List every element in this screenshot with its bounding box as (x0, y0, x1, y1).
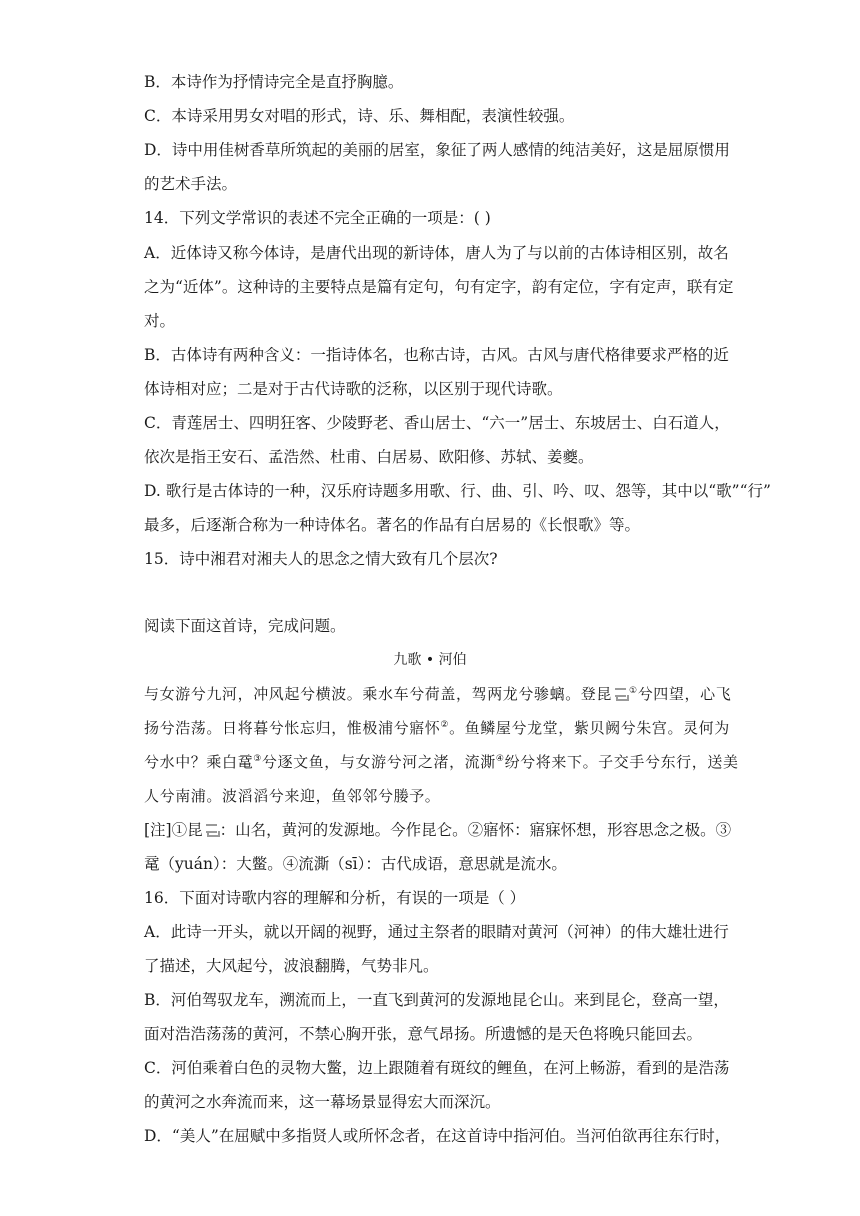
poem-note-line-1 (144, 820, 734, 840)
poem-line-4: 人兮南浦。波滔滔兮来迎，鱼邻邻兮媵予。 (144, 787, 441, 805)
q13-option-d-line2: 的艺术手法。 (144, 175, 238, 193)
poem-line-3 (144, 752, 739, 772)
q14-option-c-line1: C．青莲居士、四明狂客、少陵野老、香山居士、“六一”居士、东坡居士、白石道人， (144, 414, 730, 432)
q14-option-d-line1: D. 歌行是古体诗的一种，汉乐府诗题多用歌、行、曲、引、吟、叹、怨等，其中以“歌”“行” (144, 482, 771, 500)
q13-option-d-line1: D．诗中用佳树香草所筑起的美丽的居室，象征了两人感情的纯洁美好，这是屈原惯用 (144, 141, 730, 159)
poem-line-2-part-a: 扬兮浩荡。日将暮兮怅忘归，惟极浦兮寤怀 (144, 719, 441, 737)
q16-option-b-line1: B．河伯驾驭龙车，溯流而上，一直飞到黄河的发源地昆仑山。来到昆仑，登高一望， (144, 991, 729, 1009)
q14-option-c-line2: 依次是指王安石、孟浩然、杜甫、白居易、欧阳修、苏轼、姜夔。 (144, 448, 594, 466)
q13-option-b: B．本诗作为抒情诗完全是直抒胸臆。 (144, 73, 404, 91)
rare-character-image-icon (204, 823, 219, 836)
q16-option-c-line2: 的黄河之水奔流而来，这一幕场景显得宏大而深沉。 (144, 1093, 501, 1111)
poem-line-1-part-b: 兮四望，心飞 (637, 685, 732, 703)
q16-option-c-line1: C．河伯乘着白色的灵物大鳖，边上跟随着有斑纹的鲤鱼，在河上畅游，看到的是浩荡 (144, 1059, 730, 1077)
reading-intro: 阅读下面这首诗，完成问题。 (144, 617, 346, 635)
q16-option-d-line1: D．“美人”在屈赋中多指贤人或所怀念者，在这首诗中指河伯。当河伯欲再往东行时， (144, 1127, 731, 1145)
poem-line-3-part-b: 兮逐文鱼，与女游兮河之渚，流澌 (261, 753, 496, 771)
footnote-mark-2: ② (440, 720, 450, 730)
q14-option-a-line2: 之为“近体”。这种诗的主要特点是篇有定句，句有定字，韵有定位，字有定声，联有定 (144, 278, 734, 296)
poem-line-1 (144, 684, 732, 704)
poem-line-3-part-c: 纷兮将来下。子交手兮东行，送美 (504, 753, 739, 771)
q13-option-c: C．本诗采用男女对唱的形式，诗、乐、舞相配，表演性较强。 (144, 107, 575, 125)
q14-option-b-line1: B．古体诗有两种含义：一指诗体名，也称古诗，古风。古风与唐代格律要求严格的近 (144, 346, 729, 364)
q14-option-a-line3: 对。 (144, 312, 176, 330)
q14-stem: 14．下列文学常识的表述不完全正确的一项是：( ) (144, 209, 491, 227)
q14-option-a-line1: A．近体诗又称今体诗，是唐代出现的新诗体，唐人为了与以前的古体诗相区别，故名 (144, 244, 729, 262)
rare-character-image-icon (613, 687, 628, 700)
poem-line-2 (144, 718, 730, 738)
q16-stem: 16．下面对诗歌内容的理解和分析，有误的一项是（ ） (144, 889, 526, 907)
poem-line-2-part-b: 。鱼鳞屋兮龙堂，紫贝阙兮朱宫。灵何为 (449, 719, 730, 737)
q14-option-d-line2: 最多，后逐渐合称为一种诗体名。著名的作品有白居易的《长恨歌》等。 (144, 516, 641, 534)
q16-option-a-line1: A．此诗一开头，就以开阔的视野，通过主祭者的眼睛对黄河（河神）的伟大雄壮进行 (144, 923, 729, 941)
poem-note-1-part-b: ：山名，黄河的发源地。今作昆仑。②寤怀：寤寐怀想，形容思念之极。③ (219, 821, 732, 839)
footnote-mark-3: ③ (253, 754, 262, 764)
q15-stem: 15．诗中湘君对湘夫人的思念之情大致有几个层次? (144, 550, 498, 568)
footnote-mark-4: ④ (495, 754, 505, 764)
poem-line-3-part-a: 兮水中？乘白鼋 (144, 753, 254, 771)
poem-note-1-part-a: [注]①昆 (144, 821, 203, 839)
q16-option-a-line2: 了描述，大风起兮，波浪翻腾，气势非凡。 (144, 957, 439, 975)
footnote-mark-1: ① (629, 686, 638, 696)
q16-option-b-line2: 面对浩浩荡荡的黄河，不禁心胸开张，意气昂扬。所遗憾的是天色将晚只能回去。 (144, 1025, 703, 1043)
poem-line-1-part-a: 与女游兮九河，冲风起兮横波。乘水车兮荷盖，驾两龙兮骖螭。登昆 (144, 685, 613, 703)
poem-note-line-2: 鼋（yuán）：大鳖。④流澌（sī）：古代成语，意思就是流水。 (144, 855, 567, 873)
q14-option-b-line2: 体诗相对应；二是对于古代诗歌的泛称，以区别于现代诗歌。 (144, 380, 563, 398)
poem-title: 九歌 • 河伯 (393, 652, 467, 668)
